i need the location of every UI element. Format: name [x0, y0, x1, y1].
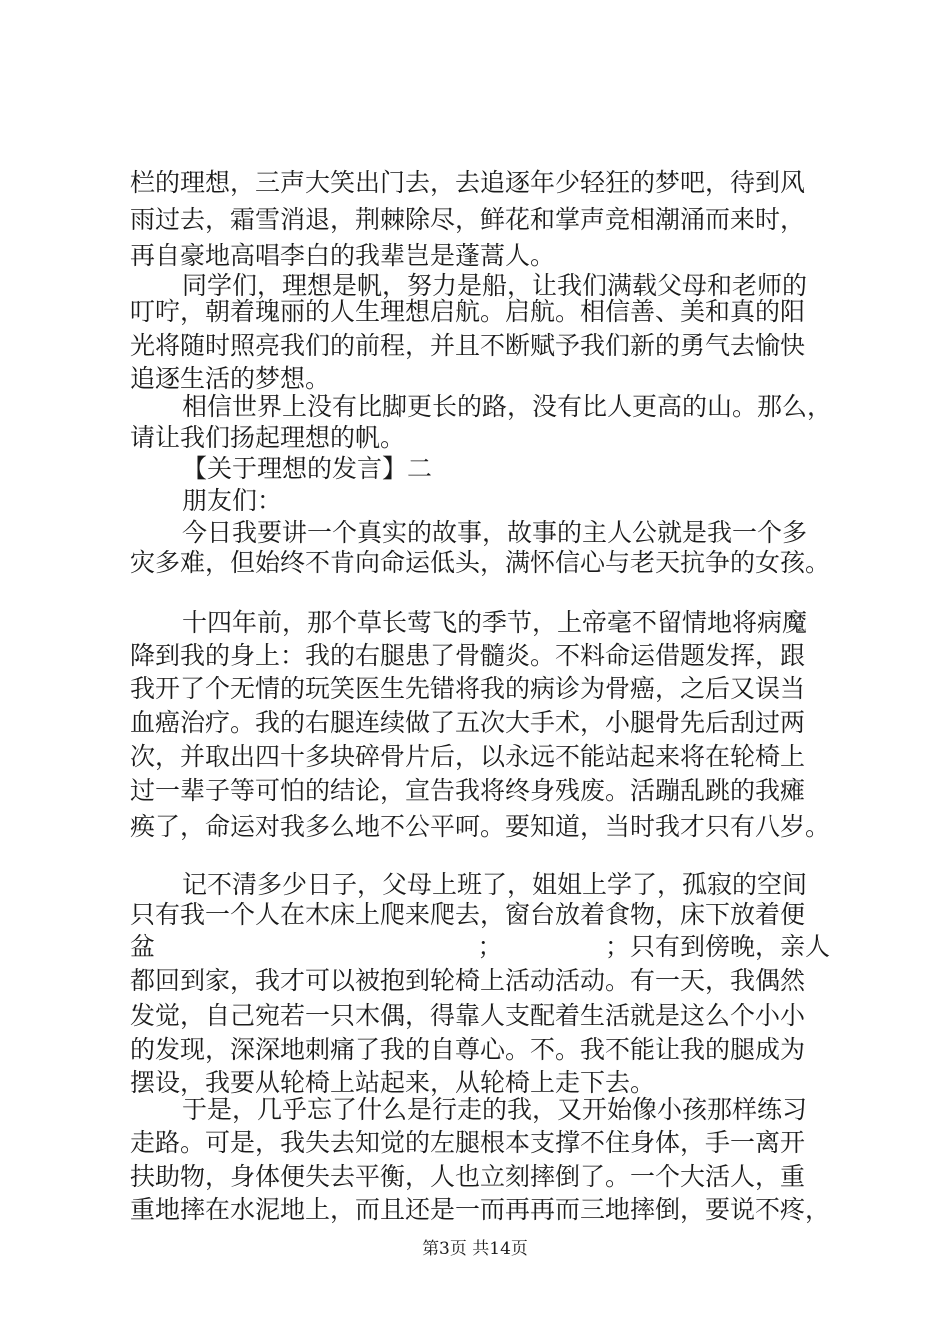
text-line: 的发现，深深地刺痛了我的自尊心。不。我不能让我的腿成为	[130, 1035, 806, 1064]
text-line: 痪了，命运对我多么地不公平呵。要知道，当时我才只有八岁。	[130, 812, 831, 841]
text-line: 都回到家，我才可以被抱到轮椅上活动活动。有一天，我偶然	[130, 966, 806, 995]
text-line: 扶助物，身体便失去平衡，人也立刻摔倒了。一个大活人，重	[130, 1162, 806, 1191]
text-line: 光将随时照亮我们的前程，并且不断赋予我们新的勇气去愉快	[130, 331, 806, 360]
text-line: 栏的理想，三声大笑出门去，去追逐年少轻狂的梦吧，待到风	[130, 168, 806, 197]
text-line: 十四年前，那个草长莺飞的季节，上帝毫不留情地将病魔	[182, 608, 808, 637]
text-line: 只有我一个人在木床上爬来爬去，窗台放着食物，床下放着便	[130, 900, 806, 929]
text-fragment: ；只有到傍晚，亲人	[604, 932, 830, 961]
text-line: 发觉，自己宛若一只木偶，得靠人支配着生活就是这么个小小	[130, 1001, 806, 1030]
text-line-split	[130, 930, 830, 964]
text-line: 摆设，我要从轮椅上站起来，从轮椅上走下去。	[130, 1068, 656, 1097]
text-line: 请让我们扬起理想的帆。	[130, 423, 406, 452]
text-line: 血癌治疗。我的右腿连续做了五次大手术，小腿骨先后刮过两	[130, 708, 806, 737]
text-line: 过一辈子等可怕的结论，宣告我将终身残废。活蹦乱跳的我瘫	[130, 776, 806, 805]
text-line: 再自豪地高唱李白的我辈岂是蓬蒿人。	[130, 241, 556, 270]
text-line: 记不清多少日子，父母上班了，姐姐上学了，孤寂的空间	[182, 870, 808, 899]
text-line: 次，并取出四十多块碎骨片后，以永远不能站起来将在轮椅上	[130, 742, 806, 771]
salutation: 朋友们：	[182, 486, 283, 515]
text-line: 相信世界上没有比脚更长的路，没有比人更高的山。那么，	[182, 392, 833, 421]
text-line: 重地摔在水泥地上，而且还是一而再再而三地摔倒，要说不疼，	[130, 1195, 831, 1224]
text-line: 叮咛，朝着瑰丽的人生理想启航。启航。相信善、美和真的阳	[130, 297, 806, 326]
text-line: 降到我的身上：我的右腿患了骨髓炎。不料命运借题发挥，跟	[130, 641, 806, 670]
text-line: 追逐生活的梦想。	[130, 364, 331, 393]
section-heading: 【关于理想的发言】二	[182, 454, 433, 483]
text-line: 今日我要讲一个真实的故事，故事的主人公就是我一个多	[182, 518, 808, 547]
text-line: 同学们，理想是帆，努力是船，让我们满载父母和老师的	[182, 271, 808, 300]
text-line: 灾多难，但始终不肯向命运低头，满怀信心与老天抗争的女孩。	[130, 548, 831, 577]
text-line: 我开了个无情的玩笑医生先错将我的病诊为骨癌，之后又误当	[130, 674, 806, 703]
text-line: 雨过去，霜雪消退，荆棘除尽，鲜花和掌声竞相潮涌而来时，	[130, 205, 806, 234]
text-line: 走路。可是，我失去知觉的左腿根本支撑不住身体，手一离开	[130, 1128, 806, 1157]
text-fragment: ；	[477, 932, 503, 961]
text-line: 于是，几乎忘了什么是行走的我，又开始像小孩那样练习	[182, 1095, 808, 1124]
text-fragment: 盆	[130, 932, 156, 961]
page-number-footer: 第3页 共14页	[422, 1239, 528, 1259]
